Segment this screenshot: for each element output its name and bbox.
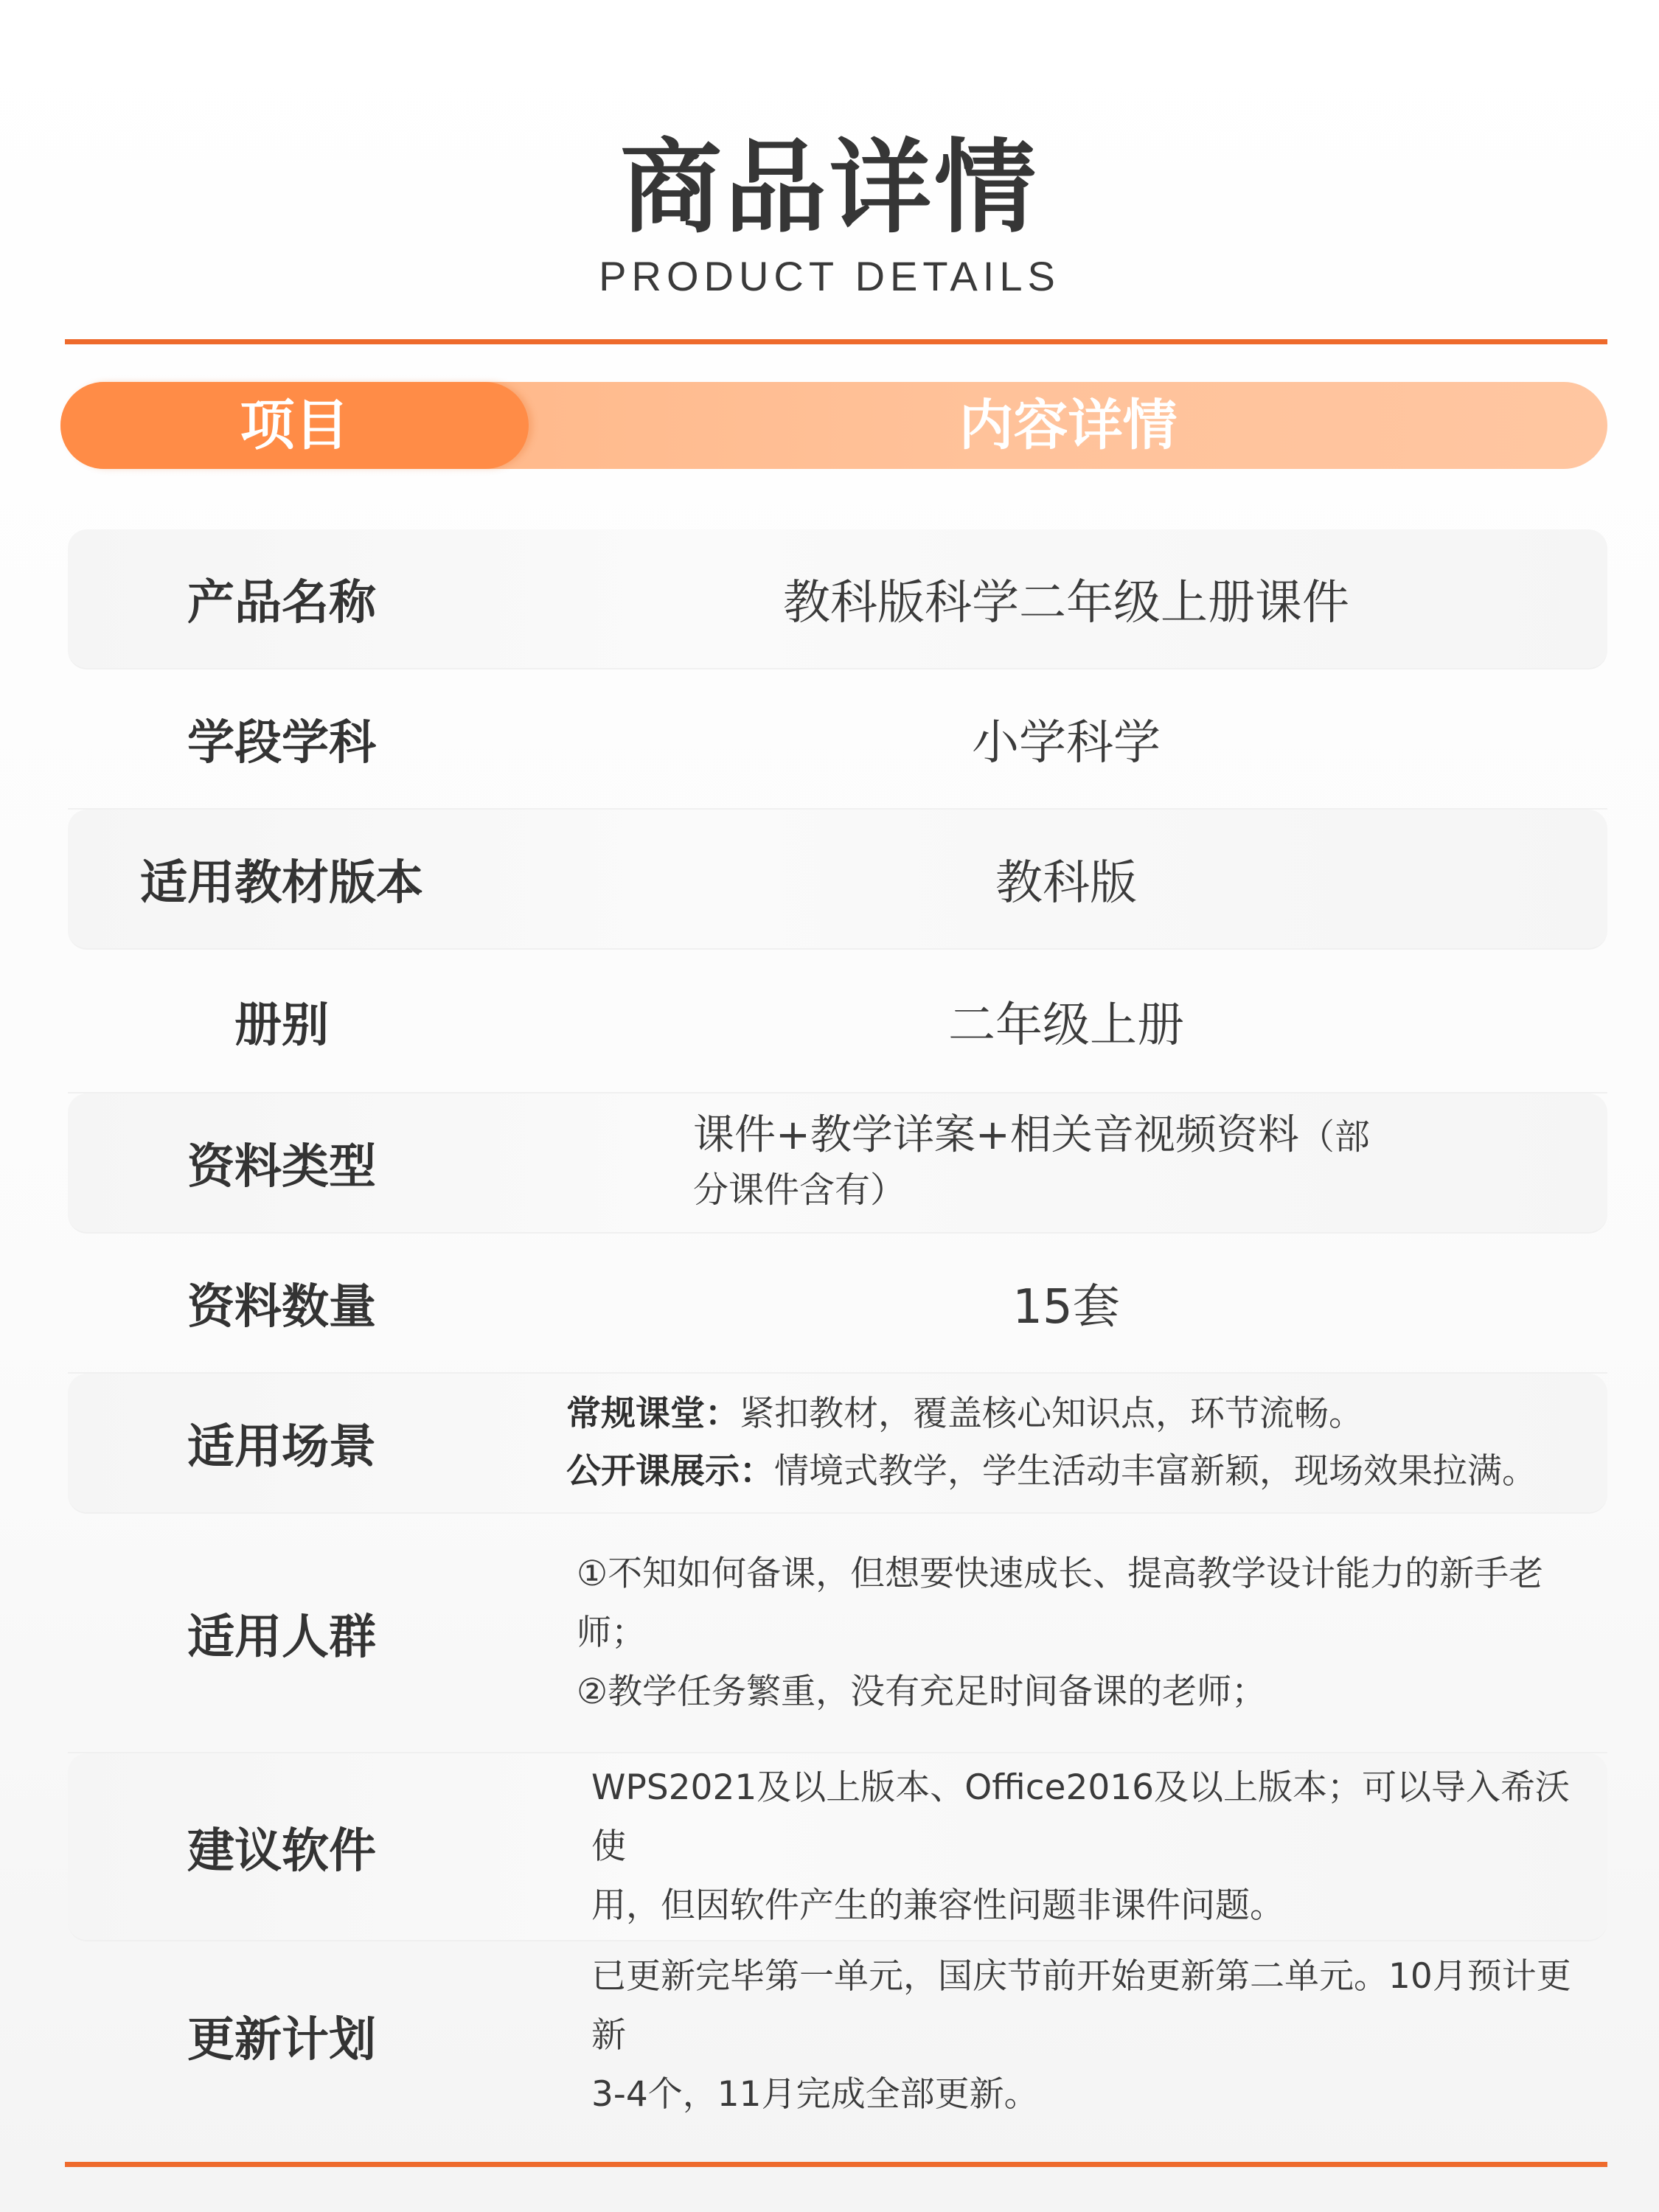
scenario-1-text: 紧扣教材，覆盖核心知识点，环节流畅。 xyxy=(740,1394,1363,1434)
update-line-2: 3-4个，11月完成全部更新。 xyxy=(591,2073,1039,2115)
software-line-2: 用，但因软件产生的兼容性问题非课件问题。 xyxy=(591,1885,1284,1926)
table-row-material-type xyxy=(68,1093,1607,1234)
row-value xyxy=(495,1385,1607,1500)
header-detail-label: 内容详情 xyxy=(959,394,1178,457)
row-label: 适用场景 xyxy=(187,1420,376,1475)
table-row-update-plan xyxy=(68,1941,1607,2129)
scenario-2-text: 情境式教学，学生活动丰富新颖，现场效果拉满。 xyxy=(774,1451,1537,1492)
row-value: 15套 xyxy=(1012,1280,1120,1335)
table-row-product-name xyxy=(68,529,1607,669)
top-divider xyxy=(65,339,1607,344)
table-row-material-count xyxy=(68,1234,1607,1374)
row-value xyxy=(495,1545,1607,1722)
scenario-1-title: 常规课堂： xyxy=(566,1394,740,1434)
table-header-item xyxy=(60,382,529,469)
header-item-label: 项目 xyxy=(240,394,349,457)
row-label: 建议软件 xyxy=(187,1823,376,1879)
table-row-grade-subject xyxy=(68,669,1607,810)
scenario-2-title: 公开课展示： xyxy=(566,1451,774,1492)
row-value: 小学科学 xyxy=(972,716,1161,771)
table-header-detail xyxy=(529,382,1607,469)
row-label: 适用教材版本 xyxy=(140,856,423,911)
row-value: 二年级上册 xyxy=(948,998,1184,1053)
table-row-volume xyxy=(68,950,1607,1093)
material-type-note-line2: 分课件含有） xyxy=(693,1169,906,1211)
table-row-audience xyxy=(68,1514,1607,1753)
row-value: 教科版 xyxy=(995,856,1137,911)
row-label: 适用人群 xyxy=(187,1610,376,1665)
page-title: 商品详情 xyxy=(619,128,1039,247)
table-row-scenarios xyxy=(68,1374,1607,1514)
row-value xyxy=(495,1759,1607,1935)
row-label: 资料类型 xyxy=(187,1140,376,1194)
page-subtitle: PRODUCT DETAILS xyxy=(599,253,1060,299)
row-value xyxy=(495,1109,1607,1217)
row-label: 资料数量 xyxy=(187,1280,376,1335)
software-line-1: WPS2021及以上版本、Office2016及以上版本；可以导入希沃使 xyxy=(591,1767,1571,1867)
details-table xyxy=(68,529,1607,2129)
row-value: 教科版科学二年级上册课件 xyxy=(783,576,1349,630)
row-label: 更新计划 xyxy=(187,2012,376,2067)
update-line-1: 已更新完毕第一单元，国庆节前开始更新第二单元。10月预计更新 xyxy=(591,1955,1571,2056)
bottom-divider xyxy=(65,2162,1607,2167)
row-value xyxy=(495,1947,1607,2124)
audience-line-1: ①不知如何备课，但想要快速成长、提高教学设计能力的新手老师； xyxy=(577,1553,1544,1653)
table-row-software xyxy=(68,1753,1607,1941)
audience-line-2: ②教学任务繁重，没有充足时间备课的老师； xyxy=(577,1671,1267,1712)
material-type-main: 课件+教学详案+相关音视频资料 xyxy=(693,1111,1299,1159)
material-type-note: （部 xyxy=(1298,1116,1370,1158)
table-row-textbook-version xyxy=(68,810,1607,950)
row-label: 学段学科 xyxy=(187,716,376,771)
row-label: 产品名称 xyxy=(187,576,376,630)
row-label: 册别 xyxy=(234,998,329,1053)
